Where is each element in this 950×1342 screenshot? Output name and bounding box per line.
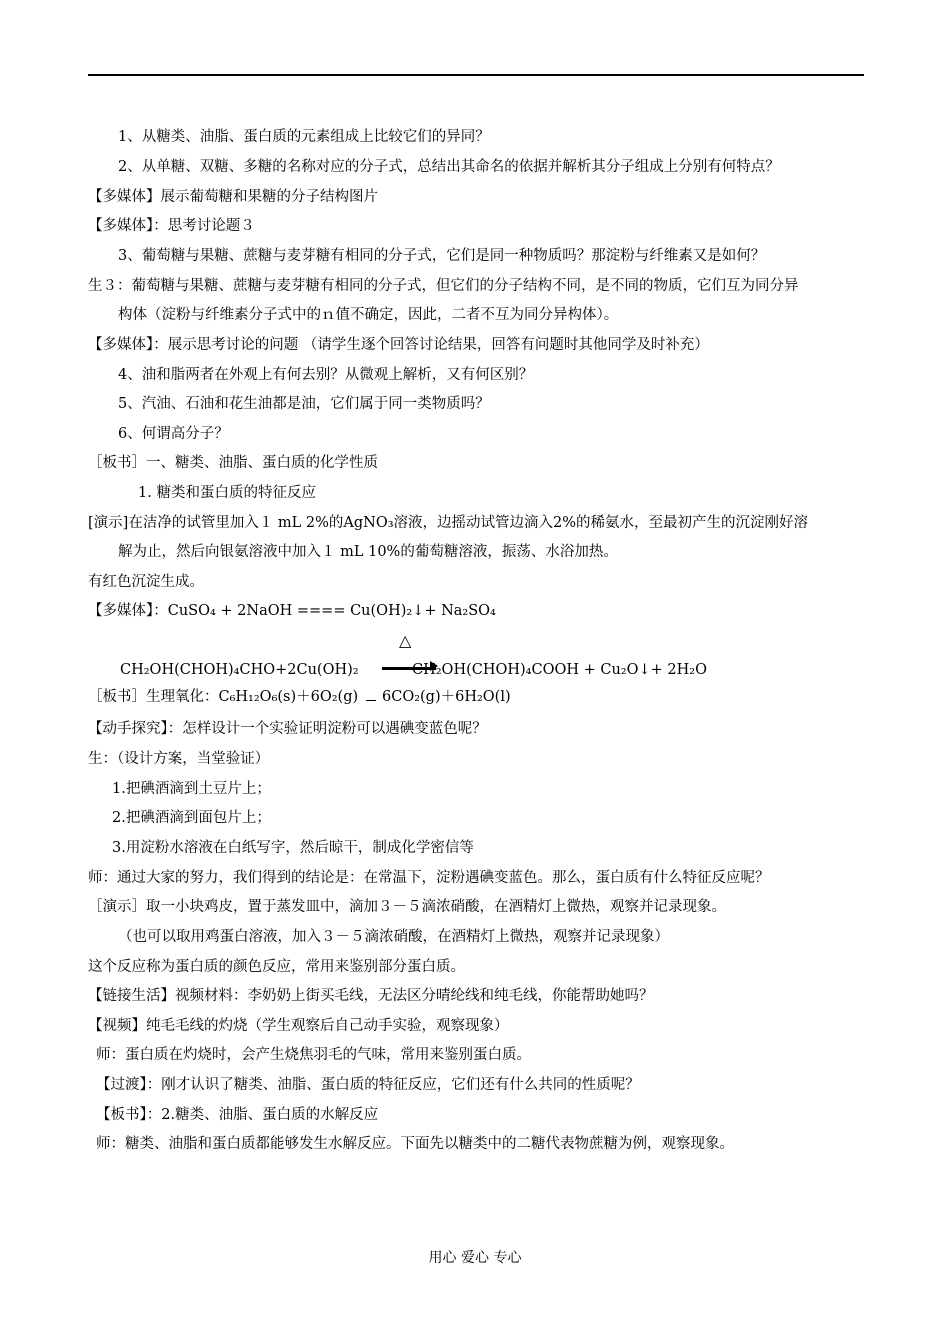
multimedia-note-3: 【多媒体】：展示思考讨论的问题 （请学生逐个回答讨论结果，回答有问题时其他同学及时补充） bbox=[88, 337, 709, 353]
step-3: 3.用淀粉水溶液在白纸写字，然后晾干，制成化学密信等 bbox=[112, 840, 474, 856]
equation-1: 【多媒体】：CuSO₄ + 2NaOH ==== Cu(OH)₂↓+ Na₂SO₄ bbox=[88, 603, 496, 619]
student-answer-3: 生３：葡萄糖与果糖、蔗糖与麦芽糖有相同的分子式，但它们的分子结构不同，是不同的物质，它们互为同分异 bbox=[88, 278, 799, 294]
demo-2-alt: （也可以取用鸡蛋白溶液，加入３－５滴浓硝酸，在酒精灯上微热，观察并记录现象） bbox=[118, 929, 669, 945]
section-1-title: 1. 糖类和蛋白质的特征反应 bbox=[138, 485, 316, 501]
heat-symbol: △ bbox=[399, 631, 412, 650]
board-heading-2: 【板书】：2.糖类、油脂、蛋白质的水解反应 bbox=[96, 1107, 379, 1123]
demo-2: ［演示］取一小块鸡皮，置于蒸发皿中，滴加３－５滴浓硝酸，在酒精灯上微热，观察并记录现象。 bbox=[88, 899, 726, 915]
question-1: 1、从糖类、油脂、蛋白质的元素组成上比较它们的异同？ bbox=[118, 129, 490, 145]
equation-2-reactants: CH₂OH(CHOH)₄CHO+2Cu(OH)₂ bbox=[120, 662, 359, 678]
question-3: 3、葡萄糖与果糖、蔗糖与麦芽糖有相同的分子式，它们是同一种物质吗？那淀粉与纤维素又是如何？ bbox=[118, 248, 766, 264]
hands-on-inquiry: 【动手探究】：怎样设计一个实验证明淀粉可以遇碘变蓝色呢？ bbox=[88, 721, 487, 737]
teacher-conclusion: 师：通过大家的努力，我们得到的结论是：在常温下，淀粉遇碘变蓝色。那么，蛋白质有什么特征反应呢？ bbox=[88, 870, 770, 886]
demo-1: [演示]在洁净的试管里加入１ mL 2%的AgNO₃溶液，边摇动试管边滴入2%的稀氨水，至最初产生的沉淀刚好溶 bbox=[88, 515, 809, 531]
teacher-burning-note: 师：蛋白质在灼烧时，会产生烧焦羽毛的气味，常用来鉴别蛋白质。 bbox=[96, 1047, 531, 1063]
equation-2-products: CH₂OH(CHOH)₄COOH + Cu₂O↓+ 2H₂O bbox=[412, 662, 707, 678]
multimedia-note-2: 【多媒体】：思考讨论题３ bbox=[88, 218, 255, 234]
step-1: 1.把碘酒滴到土豆片上； bbox=[112, 781, 271, 797]
question-4: 4、油和脂两者在外观上有何去别？从微观上解析，又有何区别？ bbox=[118, 367, 534, 383]
student-design: 生：（设计方案，当堂验证） bbox=[88, 751, 270, 767]
oxidation-arrow bbox=[366, 700, 376, 701]
question-5: 5、汽油、石油和花生油都是油，它们属于同一类物质吗？ bbox=[118, 396, 490, 412]
student-answer-3-cont: 构体（淀粉与纤维素分子式中的ｎ值不确定，因此，二者不互为同分异构体）。 bbox=[118, 307, 619, 323]
question-2: 2、从单糖、双糖、多糖的名称对应的分子式，总结出其命名的依据并解析其分子组成上分别有何特点？ bbox=[118, 159, 780, 175]
header-rule bbox=[88, 74, 864, 76]
board-heading-1: ［板书］一、糖类、油脂、蛋白质的化学性质 bbox=[88, 455, 378, 471]
question-6: 6、何谓高分子？ bbox=[118, 426, 229, 442]
teacher-hydrolysis-note: 师：糖类、油脂和蛋白质都能够发生水解反应。下面先以糖类中的二糖代表物蔗糖为例，观察现象。 bbox=[96, 1136, 734, 1152]
step-2: 2.把碘酒滴到面包片上； bbox=[112, 810, 271, 826]
board-oxidation: ［板书］生理氧化：C₆H₁₂O₆(s)＋6O₂(g) bbox=[88, 689, 359, 705]
life-link: 【链接生活】视频材料：李奶奶上街买毛线，无法区分晴纶线和纯毛线，你能帮助她吗？ bbox=[88, 988, 654, 1004]
transition-note: 【过渡】：刚才认识了糖类、油脂、蛋白质的特征反应，它们还有什么共同的性质呢？ bbox=[96, 1077, 640, 1093]
demo-1-result: 有红色沉淀生成。 bbox=[88, 574, 204, 590]
color-reaction-note: 这个反应称为蛋白质的颜色反应，常用来鉴别部分蛋白质。 bbox=[88, 959, 465, 975]
demo-1-cont: 解为止，然后向银氨溶液中加入１ mL 10%的葡萄糖溶液，振荡、水浴加热。 bbox=[118, 544, 618, 560]
board-oxidation-products: 6CO₂(g)＋6H₂O(l) bbox=[382, 689, 511, 705]
page-footer: 用心 爱心 专心 bbox=[428, 1250, 522, 1266]
video-note: 【视频】纯毛毛线的灼烧（学生观察后自己动手实验，观察现象） bbox=[88, 1018, 509, 1034]
multimedia-note-1: 【多媒体】展示葡萄糖和果糖的分子结构图片 bbox=[88, 189, 378, 205]
